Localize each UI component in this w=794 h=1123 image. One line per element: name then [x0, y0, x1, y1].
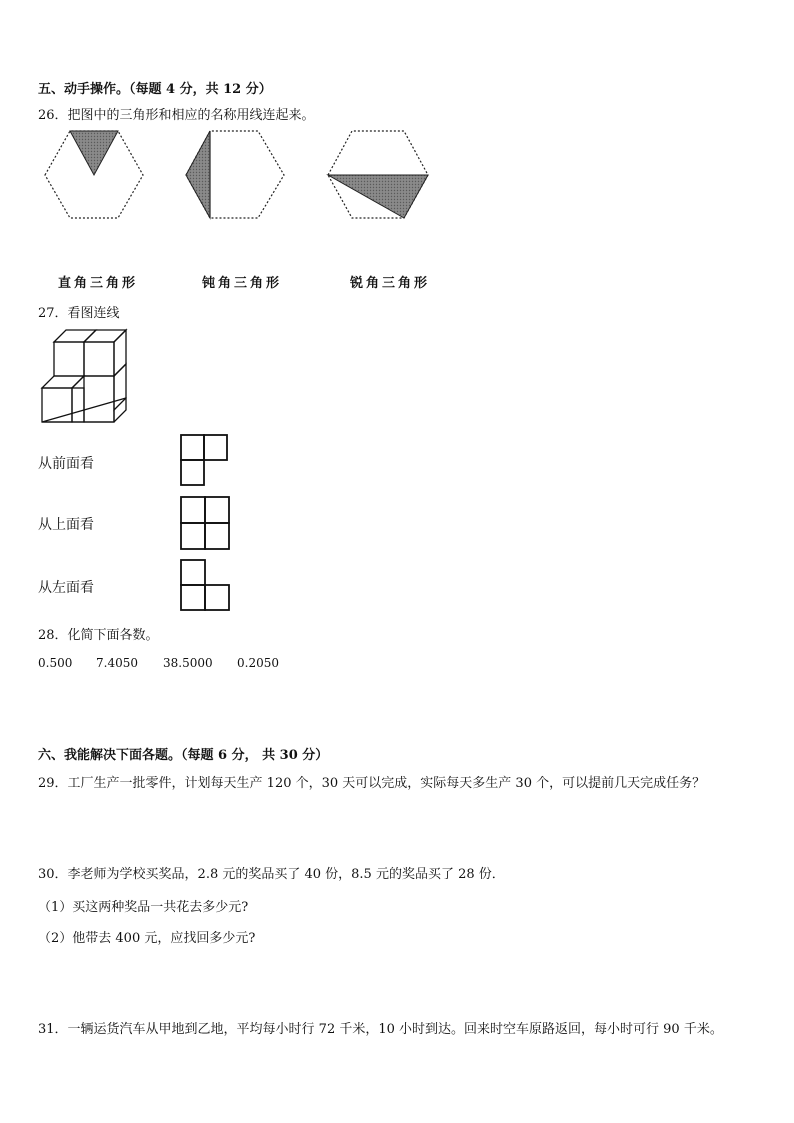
view-label-top: 从上面看	[38, 517, 94, 533]
question-30: 30．李老师为学校买奖品，2.8 元的奖品买了 40 份，8.5 元的奖品买了 28 份．	[38, 867, 505, 882]
section-5-heading: 五、动手操作。（每题 4 分，共 12 分）	[38, 82, 272, 97]
number-2: 7.4050	[96, 656, 138, 670]
view-label-front: 从前面看	[38, 456, 94, 472]
label-obtuse-triangle: 钝角三角形	[202, 276, 283, 291]
view-grid-b	[181, 497, 229, 549]
label-right-triangle: 直角三角形	[58, 276, 139, 291]
view-label-left: 从左面看	[38, 580, 94, 596]
number-1: 0.500	[38, 656, 73, 670]
view-grid-a	[181, 435, 227, 485]
number-4: 0.2050	[237, 656, 279, 670]
number-3: 38.5000	[163, 656, 213, 670]
question-29: 29．工厂生产一批零件，计划每天生产 120 个，30 天可以完成，实际每天多生产 30 个，可以提前几天完成任务？	[38, 776, 706, 791]
view-grid-c	[181, 560, 229, 610]
section-6-heading: 六、我能解决下面各题。（每题 6 分， 共 30 分）	[38, 748, 329, 763]
label-acute-triangle: 锐角三角形	[350, 276, 431, 291]
question-26: 26．把图中的三角形和相应的名称用线连起来。	[38, 108, 315, 123]
question-30-part-2: （2）他带去 400 元，应找回多少元?	[38, 931, 256, 946]
question-31: 31．一辆运货汽车从甲地到乙地，平均每小时行 72 千米，10 小时到达。回来时空车原路返回，每小时可行 90 千米。	[38, 1022, 723, 1037]
question-30-part-1: （1）买这两种奖品一共花去多少元?	[38, 900, 249, 915]
question-28: 28．化简下面各数。	[38, 628, 159, 643]
question-27: 27．看图连线	[38, 306, 120, 321]
